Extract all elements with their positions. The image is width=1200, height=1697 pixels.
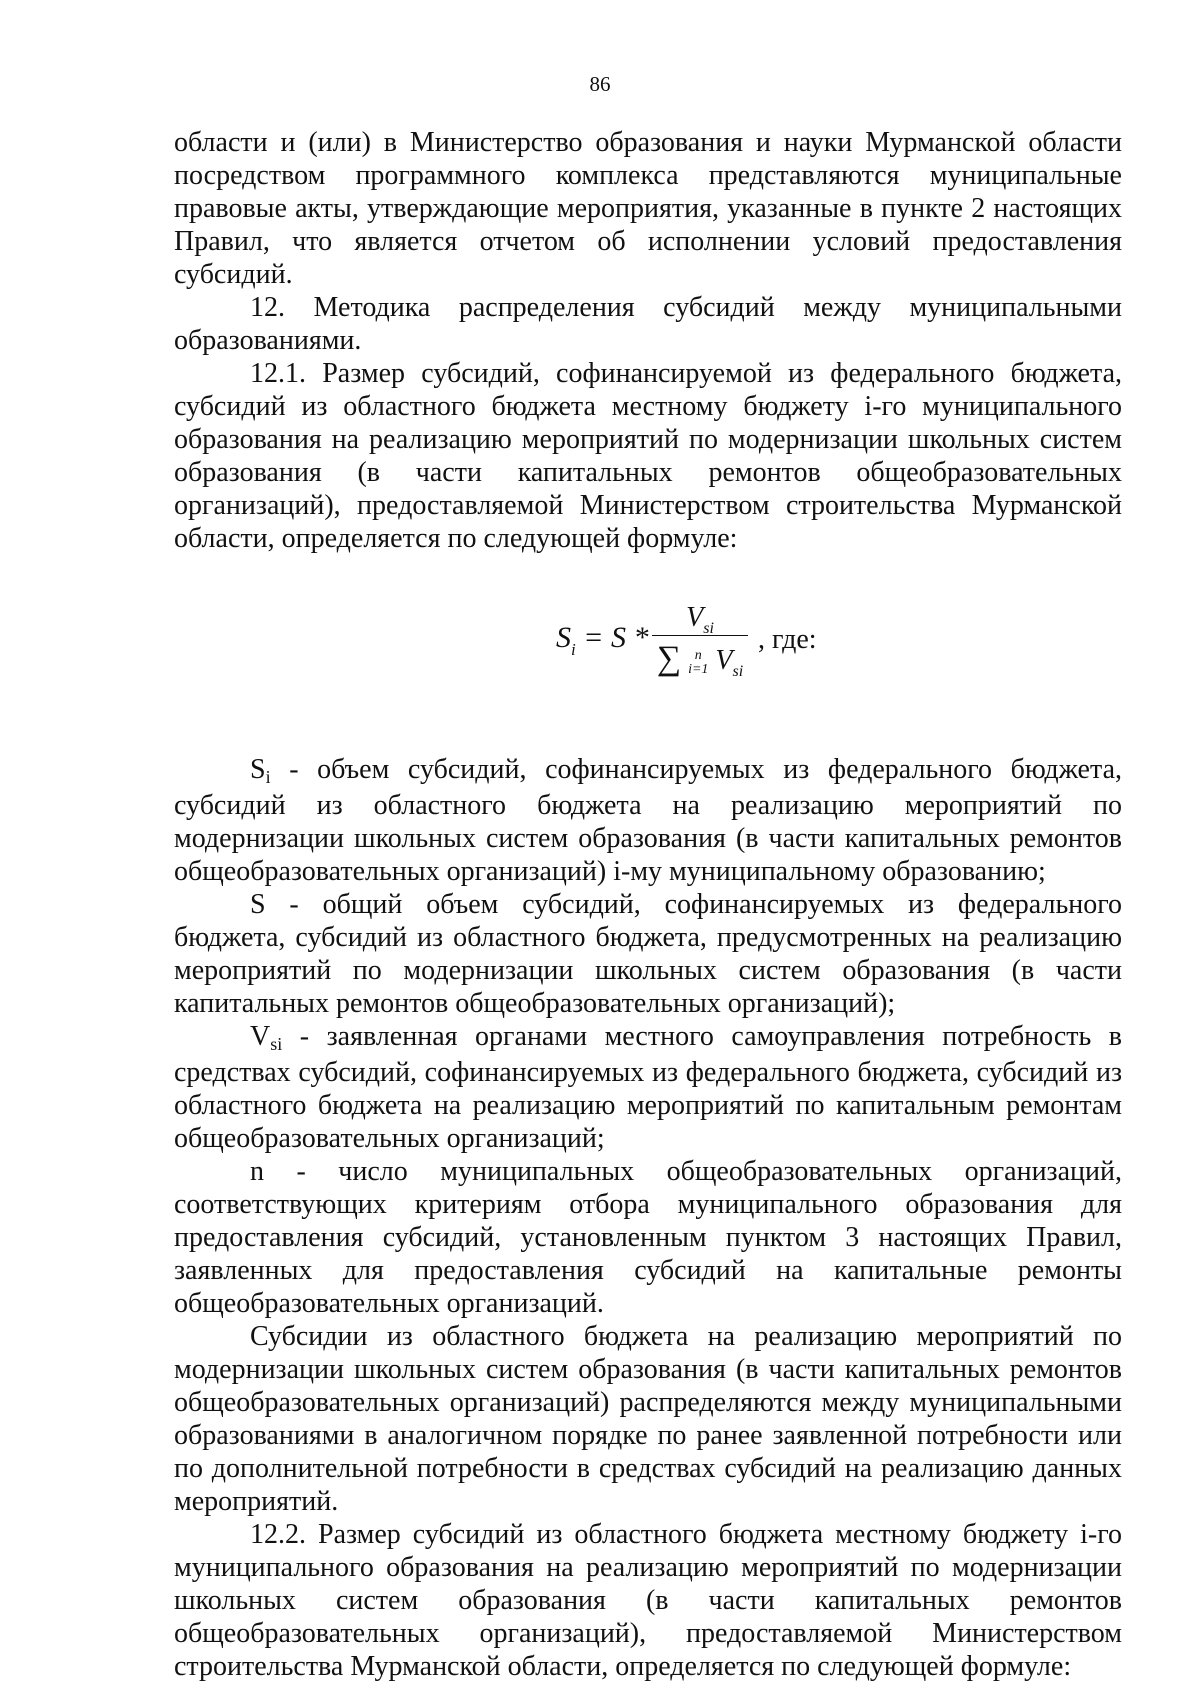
formula-denominator: ∑ n i=1 $V_{si}$ (656, 640, 744, 680)
paragraph-12-1: 12.1. Размер субсидий, софинансируемой из федерального бюджета, субсидий из областного бюджета местному бюджету i-го муниципального образования на реализацию мероприятий по модернизации школьных систем образования (в части капитальных ремонтов общеобразовательных организаций), предоставляемой Министерством строительства Мурманской области, определяется по следующей формуле: (174, 358, 1122, 554)
formula-si (174, 601, 1122, 697)
paragraph: области и (или) в Министерство образования и науки Мурманской области посредством программного комплекса представляются муниципальные правовые акты, утверждающие мероприятия, указанные в пункте 2 настоящих Правил, что является отчетом об исполнении условий предоставления субсидий. (174, 127, 1122, 290)
document-body (174, 126, 1122, 1683)
formula-lhs: $S_i = S$ * (556, 621, 649, 659)
paragraph-12-2: 12.2. Размер субсидий из областного бюджета местному бюджету i-го муниципального образования на реализацию мероприятий по модернизации школьных систем образования (в части капитальных ремонтов общеобразовательных организаций), предоставляемой Министерством строительства Мурманской области, определяется по следующей формуле: (174, 1519, 1122, 1682)
section-heading-12: 12. Методика распределения субсидий между муниципальными образованиями. (174, 292, 1122, 356)
definition-vsi: Vsi - заявленная органами местного самоуправления потребность в средствах субсидий, софинансируемых из федерального бюджета, субсидий из областного бюджета на реализацию мероприятий по капитальным ремонтам общеобразовательных организаций; (174, 1021, 1122, 1154)
definition-si: Si - объем субсидий, софинансируемых из федерального бюджета, субсидий из областного бюджета на реализацию мероприятий по модернизации школьных систем образования (в части капитальных ремонтов общеобразовательных организаций) i-му муниципальному образованию; (174, 754, 1122, 887)
definition-s: S - общий объем субсидий, софинансируемых из федерального бюджета, субсидий из областного бюджета, предусмотренных на реализацию мероприятий по модернизации школьных систем образования (в части капитальных ремонтов общеобразовательных организаций); (174, 889, 1122, 1019)
sigma-limits: n i=1 (688, 647, 709, 677)
sigma-symbol: ∑ (656, 640, 682, 677)
formula-fraction (648, 601, 752, 682)
paragraph-distribution: Субсидии из областного бюджета на реализацию мероприятий по модернизации школьных систем образования (в части капитальных ремонтов общеобразовательных организаций) распределяются между муниципальными образованиями в аналогичном порядке по ранее заявленной потребности или по дополнительной потребности в средствах субсидий на реализацию данных мероприятий. (174, 1321, 1122, 1517)
definition-n: n - число муниципальных общеобразовательных организаций, соответствующих критериям отбора муниципального образования для предоставления субсидий, установленным пунктом 3 настоящих Правил, заявленных для предоставления субсидий на капитальные ремонты общеобразовательных организаций. (174, 1156, 1122, 1319)
page-number: 86 (589, 72, 611, 96)
formula-tail: , где: (758, 624, 817, 655)
formula-numerator: $V_{si}$ (686, 602, 714, 637)
